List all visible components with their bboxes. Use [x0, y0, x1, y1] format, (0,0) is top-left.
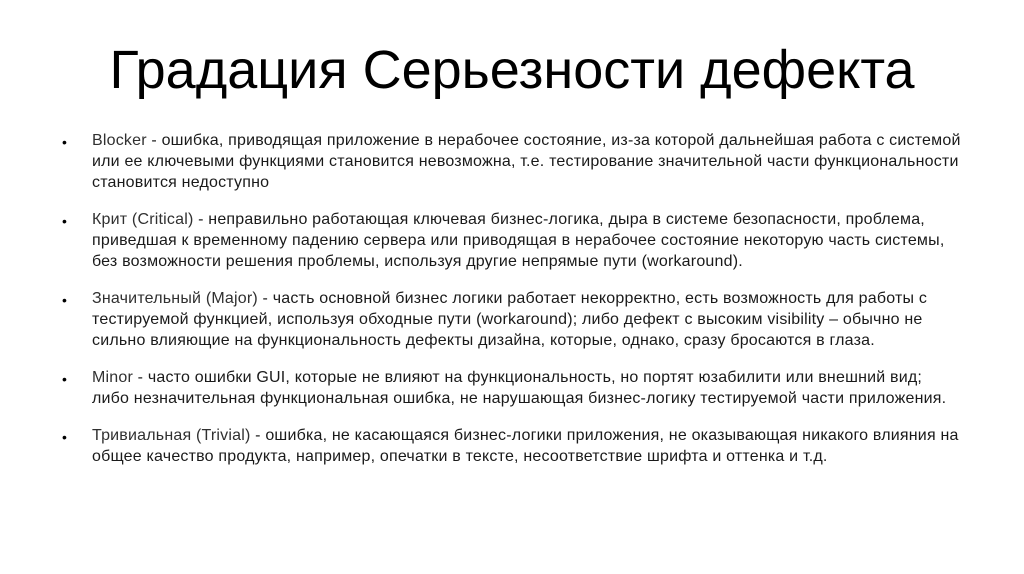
list-item-text: [92, 367, 962, 409]
severity-term: Тривиальная (Trivial): [92, 427, 251, 444]
list-item-text: [92, 288, 962, 351]
list-item-blocker: [62, 130, 962, 193]
bullet-icon: •: [62, 429, 67, 445]
bullet-icon: •: [62, 292, 67, 308]
severity-term: Blocker: [92, 132, 147, 149]
list-item-text: [92, 209, 962, 272]
severity-description: - часто ошибки GUI, которые не влияют на функциональность, но портят юзабилити или внешний вид; либо незначительная функциональная ошибка, не нарушающая бизнес-логику тестируемой части приложения.: [92, 369, 947, 407]
severity-list: [62, 130, 962, 483]
list-item-major: [62, 288, 962, 351]
bullet-icon: •: [62, 371, 67, 387]
severity-term: Minor: [92, 369, 134, 386]
list-item-text: [92, 425, 962, 467]
list-item-critical: [62, 209, 962, 272]
severity-term: Крит (Critical): [92, 211, 194, 228]
list-item-text: [92, 130, 962, 193]
slide-title: Градация Серьезности дефекта: [109, 40, 915, 100]
bullet-icon: •: [62, 134, 67, 150]
bullet-icon: •: [62, 213, 67, 229]
list-item-trivial: [62, 425, 962, 467]
severity-description: - неправильно работающая ключевая бизнес-логика, дыра в системе безопасности, проблема, приведшая к временному падению сервера или приводящая в нерабочее состояние некоторую часть системы, без возможности решения проблемы, используя другие непрямые пути (workaround).: [92, 211, 945, 270]
severity-description: - часть основной бизнес логики работает некорректно, есть возможность для работы с тестируемой функцией, используя обходные пути (workaround); либо дефект с высоким visibility – обычно не сильно влияющие на функциональность дефекты дизайна, которые, однако, сразу бросаются в глаза.: [92, 290, 928, 349]
severity-term: Значительный (Major): [92, 290, 258, 307]
severity-description: - ошибка, приводящая приложение в нерабочее состояние, из-за которой дальнейшая работа с системой или ее ключевыми функциями становится невозможна, т.е. тестирование значительной части функциональности становится недоступно: [92, 132, 961, 191]
severity-description: - ошибка, не касающаяся бизнес-логики приложения, не оказывающая никакого влияния на общее качество продукта, например, опечатки в тексте, несоответствие шрифта и оттенка и т.д.: [92, 427, 959, 465]
list-item-minor: [62, 367, 962, 409]
